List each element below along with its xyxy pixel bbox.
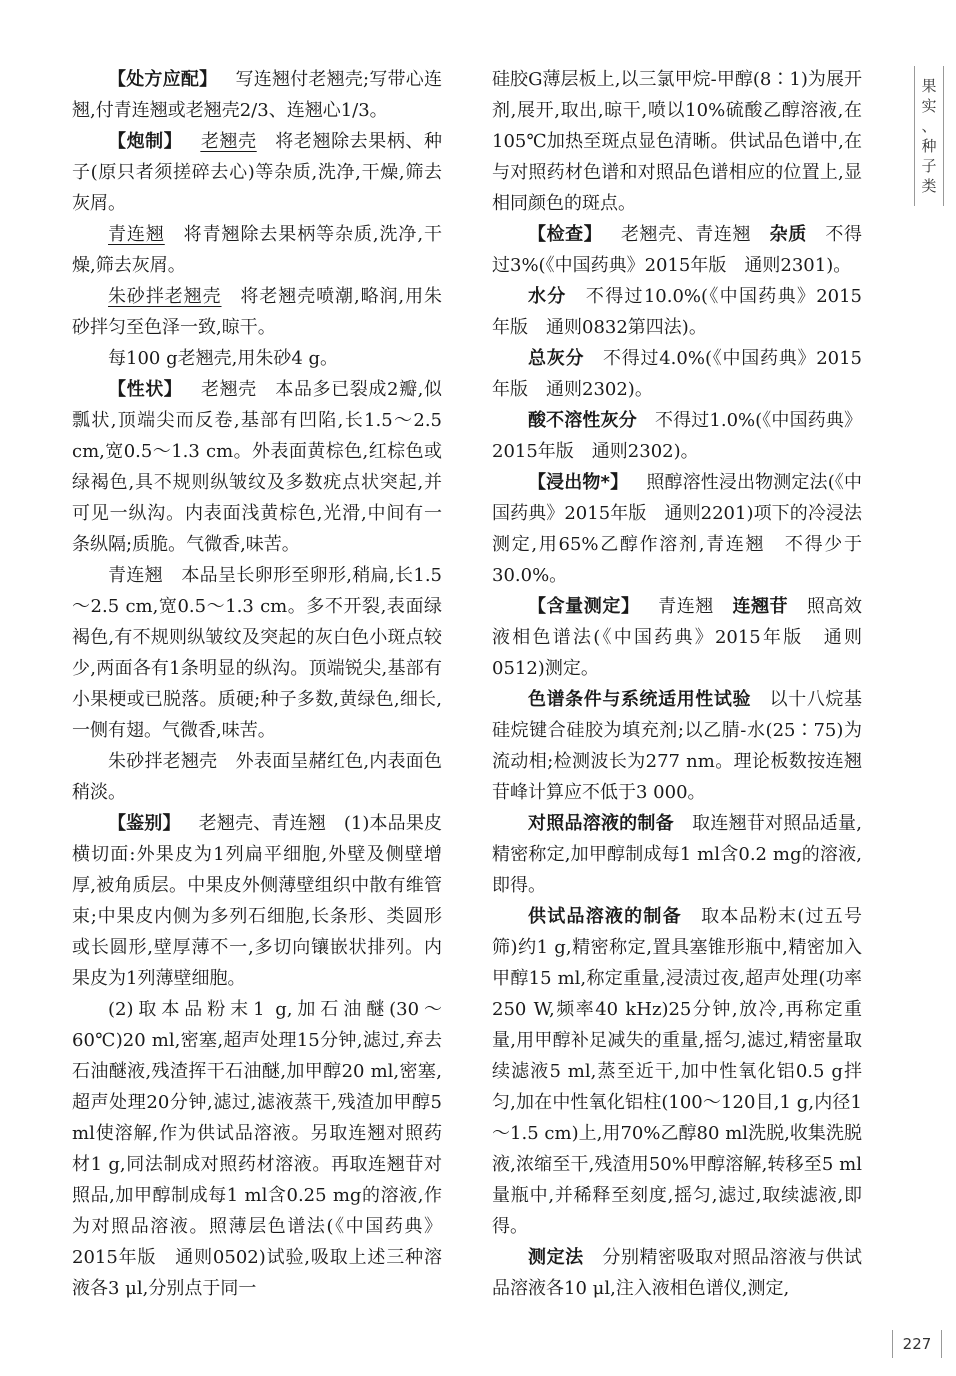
bold-term: 杂质 bbox=[769, 224, 807, 245]
paragraph-text: 每100 g老翘壳,用朱砂4 g。 bbox=[108, 348, 339, 369]
page-number: 227 bbox=[892, 1330, 942, 1358]
bold-term: 酸不溶性灰分 bbox=[528, 410, 637, 431]
section-heading: 【鉴别】 bbox=[108, 813, 181, 834]
paragraph-acid-ash bbox=[492, 405, 862, 467]
paragraph-text: 本品呈长卵形至卵形,稍扁,长1.5～2.5 cm,宽0.5～1.3 cm。多不开裂,表面绿褐色,有不规则纵皱纹及突起的灰白色小斑点较少,两面各有1条明显的纵沟。顶端锐尖,基部有小果梗或已脱落。质硬;种子多数,黄绿色,细长,一侧有翅。气微香,味苦。 bbox=[72, 565, 443, 741]
paragraph-text: (2)取本品粉末1 g,加石油醚(30～60℃)20 ml,密塞,超声处理15分钟,滤过,弃去石油醚液,残渣挥干石油醚,加甲醇20 ml,密塞,超声处理20分钟,滤过,滤液蒸干,残渣加甲醇5 ml使溶解,作为供试品溶液。另取连翘对照药材1 g,同法制成对照药材溶液。再取连翘苷对照品,加甲醇制成每1 ml含0.25 mg的溶液,作为对照品溶液。照薄层色谱法(《中国药典》2015年版 通则0502)试验,吸取上述三种溶液各3 μl,分别点于同一 bbox=[72, 999, 442, 1299]
paragraph-text: 不得过1.0%(《中国药典》2015年版 通则2302)。 bbox=[492, 410, 862, 462]
section-heading: 【含量测定】 bbox=[528, 596, 640, 617]
right-column bbox=[492, 64, 862, 1304]
paragraph-identification bbox=[72, 808, 442, 994]
side-tab-char: 种 bbox=[921, 137, 937, 155]
paragraph-text: 将青翘除去果柄等杂质,洗净,干燥,筛去灰屑。 bbox=[72, 224, 442, 276]
paragraph-method bbox=[492, 1242, 862, 1304]
paragraph-text: 取连翘苷对照品适量,精密称定,加甲醇制成每1 ml含0.2 mg的溶液,即得。 bbox=[492, 813, 862, 896]
subheading: 青连翘 bbox=[108, 224, 165, 245]
subheading: 老翘壳 bbox=[200, 131, 257, 152]
bold-term: 测定法 bbox=[528, 1247, 584, 1268]
paragraph-text: 取本品粉末(过五号筛)约1 g,精密称定,置具塞锥形瓶中,精密加入甲醇15 ml,称定重量,浸渍过夜,超声处理(功率250 W,频率40 kHz)25分钟,放冷,再称定重量,用甲醇补足减失的重量,摇匀,滤过,精密量取续滤液5 ml,蒸至近干,加中性氧化铝0.5 g拌匀,加在中性氧化铝柱(100～120目,1 g,内径1～1.5 cm)上,用70%乙醇80 ml洗脱,收集洗脱液,浓缩至干,残渣用50%甲醇溶解,转移至5 ml量瓶中,并稀释至刻度,摇匀,滤过,取续滤液,即得。 bbox=[492, 906, 862, 1237]
section-heading: 【炮制】 bbox=[108, 131, 183, 152]
paragraph-inspection bbox=[492, 219, 862, 281]
section-heading: 【处方应配】 bbox=[108, 69, 218, 90]
subheading: 老翘壳、青连翘 bbox=[198, 813, 326, 834]
paragraph-identification-2 bbox=[72, 994, 442, 1304]
subheading: 朱砂拌老翘壳 bbox=[108, 286, 222, 307]
paragraph-dosage bbox=[72, 343, 442, 374]
side-tab-char: 果 bbox=[921, 77, 937, 95]
left-column bbox=[72, 64, 442, 1304]
bold-term: 色谱条件与系统适用性试验 bbox=[528, 689, 752, 710]
paragraph-processing bbox=[72, 126, 442, 219]
paragraph-tlc-continued bbox=[492, 64, 862, 219]
bold-term: 对照品溶液的制备 bbox=[528, 813, 674, 834]
section-heading: 【浸出物*】 bbox=[528, 472, 629, 493]
bold-term: 供试品溶液的制备 bbox=[528, 906, 682, 927]
subheading: 老翘壳、青连翘 bbox=[620, 224, 752, 245]
section-heading: 【检查】 bbox=[528, 224, 603, 245]
paragraph-text: 硅胶G薄层板上,以三氯甲烷-甲醇(8∶1)为展开剂,展开,取出,晾干,喷以10%硫酸乙醇溶液,在105℃加热至斑点显色清晰。供试品色谱中,在与对照药材色谱和对照品色谱相应的位置上,显相同颜色的斑点。 bbox=[492, 69, 862, 214]
side-tab-char: 类 bbox=[921, 177, 937, 195]
bold-term: 连翘苷 bbox=[731, 596, 789, 617]
paragraph-text: 外表面呈赭红色,内表面色稍淡。 bbox=[72, 751, 442, 803]
paragraph-text: 分别精密吸取对照品溶液与供试品溶液各10 μl,注入液相色谱仪,测定, bbox=[492, 1247, 862, 1299]
side-tab-char: 实 bbox=[921, 97, 937, 115]
paragraph-extract bbox=[492, 467, 862, 591]
paragraph-text: 本品多已裂成2瓣,似瓢状,顶端尖而反卷,基部有凹陷,长1.5～2.5 cm,宽0.5～1.3 cm。外表面黄棕色,红棕色或绿褐色,具不规则纵皱纹及多数疣点状突起,并可见一纵沟。内表面浅黄棕色,光滑,中间有一条纵隔;质脆。气微香,味苦。 bbox=[72, 379, 442, 555]
paragraph-prescription bbox=[72, 64, 442, 126]
paragraph-reference-solution bbox=[492, 808, 862, 901]
paragraph-processing-qing bbox=[72, 219, 442, 281]
paragraph-text: 以十八烷基硅烷键合硅胶为填充剂;以乙腈-水(25∶75)为流动相;检测波长为277 nm。理论板数按连翘苷峰计算应不低于3 000。 bbox=[492, 689, 863, 803]
paragraph-test-solution bbox=[492, 901, 862, 1242]
subheading: 青连翘 bbox=[657, 596, 714, 617]
paragraph-text: 照醇溶性浸出物测定法(《中国药典》2015年版 通则2201)项下的冷浸法测定,用65%乙醇作溶剂,青连翘 不得少于30.0%。 bbox=[492, 472, 862, 586]
bold-term: 水分 bbox=[528, 286, 567, 307]
paragraph-text: 将老翘除去果柄、种子(原只者须搓碎去心)等杂质,洗净,干燥,筛去灰屑。 bbox=[72, 131, 443, 214]
paragraph-text: (1)本品果皮横切面:外果皮为1列扁平细胞,外壁及侧壁增厚,被角质层。中果皮外侧薄壁组织中散有维管束;中果皮内侧为多列石细胞,长条形、类圆形或长圆形,壁厚薄不一,多切向镶嵌状排列。内果皮为1列薄壁细胞。 bbox=[72, 813, 442, 989]
paragraph-properties-qing bbox=[72, 560, 442, 746]
paragraph-chromatography bbox=[492, 684, 862, 808]
paragraph-text: 写连翘付老翘壳;写带心连翘,付青连翘或老翘壳2/3、连翘心1/3。 bbox=[72, 69, 442, 121]
chapter-side-tab bbox=[914, 66, 944, 206]
paragraph-text: 不得过4.0%(《中国药典》2015年版 通则2302)。 bbox=[492, 348, 863, 400]
paragraph-processing-zhusha bbox=[72, 281, 442, 343]
paragraph-properties-zhusha bbox=[72, 746, 442, 808]
paragraph-total-ash bbox=[492, 343, 862, 405]
paragraph-properties bbox=[72, 374, 442, 560]
paragraph-moisture bbox=[492, 281, 862, 343]
subheading: 青连翘 bbox=[108, 565, 163, 586]
side-tab-char: 、 bbox=[921, 117, 937, 135]
paragraph-text: 照高效液相色谱法(《中国药典》2015年版 通则0512)测定。 bbox=[492, 596, 863, 679]
paragraph-text: 不得过3%(《中国药典》2015年版 通则2301)。 bbox=[492, 224, 863, 276]
paragraph-text: 不得过10.0%(《中国药典》2015年版 通则0832第四法)。 bbox=[492, 286, 863, 338]
paragraph-assay bbox=[492, 591, 862, 684]
subheading: 朱砂拌老翘壳 bbox=[108, 751, 218, 772]
bold-term: 总灰分 bbox=[528, 348, 585, 369]
section-heading: 【性状】 bbox=[108, 379, 183, 400]
subheading: 老翘壳 bbox=[200, 379, 257, 400]
paragraph-text: 将老翘壳喷潮,略润,用朱砂拌匀至色泽一致,晾干。 bbox=[72, 286, 442, 338]
side-tab-char: 子 bbox=[921, 157, 937, 175]
